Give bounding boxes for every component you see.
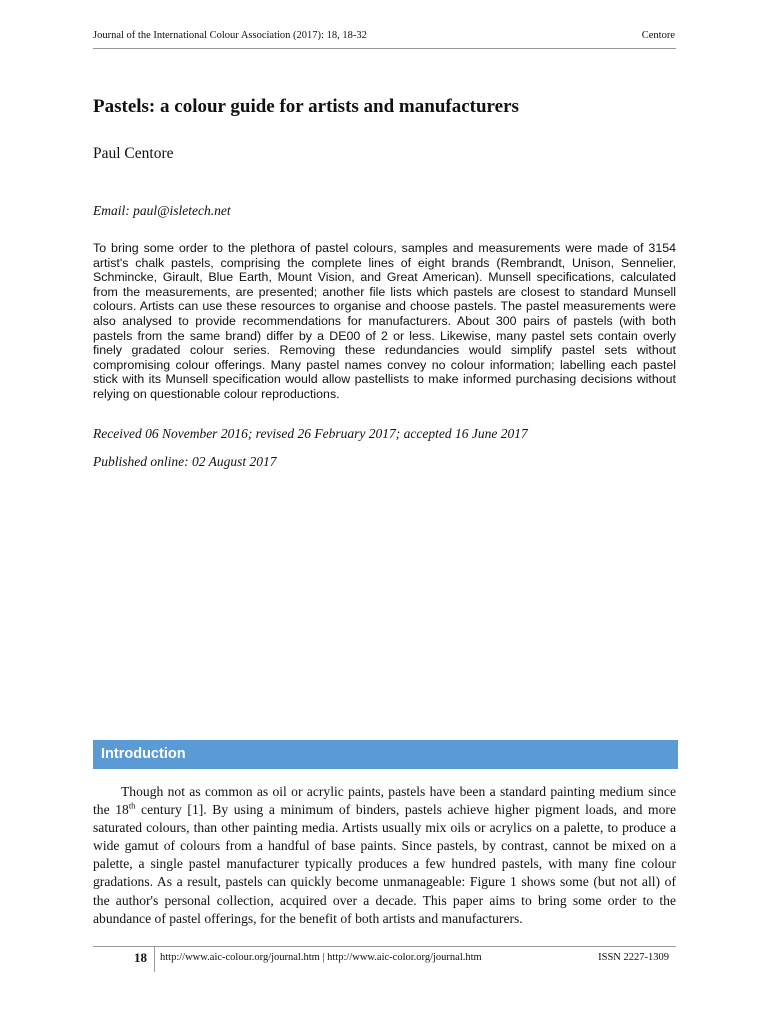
footer-links[interactable]: http://www.aic-colour.org/journal.htm | http://www.aic-color.org/journal.htm — [160, 952, 482, 963]
paragraph-rest: century [1]. By using a minimum of binders, pastels achieve higher pigment loads, and more saturated colours, than other painting media. Artists usually mix oils or acrylics on a palette, to produce a wide gamut of colours from a handful of base paints. Since pastels, by contrast, cannot be mixed on a palette, a single pastel manufacturer typically produces a few hundred pastels, with many fine colour gradations. As a result, pastels can quickly become unmanageable: Figure 1 shows some (but not all) of the author's personal collection, acquired over a decade. This paper aims to bring some order to the abundance of pastel offerings, for the benefit of both artists and manufacturers. — [93, 802, 676, 926]
section-heading-bar — [93, 740, 678, 769]
page-number: 18 — [134, 950, 147, 965]
published-date: Published online: 02 August 2017 — [93, 454, 277, 469]
ordinal-superscript: th — [128, 800, 136, 811]
abstract: To bring some order to the plethora of pastel colours, samples and measurements were made of 3154 artist's chalk pastels, comprising the complete lines of eight brands (Rembrandt, Unison, Sennelier, Schmincke, Girault, Blue Earth, Mount Vision, and Great American). Munsell specifications, calculated from the measurements, are presented; another file lists which pastels are closest to standard Munsell colours. Artists can use these resources to organise and choose pastels. The pastel measurements were also analysed to provide recommendations for manufacturers. About 300 pairs of pastels (with both pastels from the same brand) differ by a DE00 of 2 or less. Likewise, many pastel sets contain overly finely gradated colour series. Removing these redundancies would simplify pastel sets without compromising colour offerings. Many pastel names convey no colour information; labelling each pastel stick with its Munsell specification would allow pastellists to make informed purchasing decisions without relying on questionable colour reproductions. — [93, 241, 676, 401]
paragraph-start: Though not as common as oil or acrylic paints, pastels have been a standard painting medium since the 18 — [93, 784, 676, 818]
author-name: Paul Centore — [93, 145, 174, 162]
running-author: Centore — [641, 30, 675, 41]
footer-vertical-divider — [154, 946, 155, 972]
journal-citation: Journal of the International Colour Association (2017): 18, 18-32 — [93, 30, 367, 41]
introduction-paragraph — [93, 783, 676, 928]
footer-divider — [93, 946, 676, 947]
section-heading-introduction: Introduction — [101, 746, 186, 762]
author-email[interactable]: Email: paul@isletech.net — [93, 203, 231, 218]
paper-title: Pastels: a colour guide for artists and manufacturers — [93, 96, 519, 117]
running-header — [93, 28, 676, 49]
received-dates: Received 06 November 2016; revised 26 February 2017; accepted 16 June 2017 — [93, 426, 528, 441]
issn: ISSN 2227-1309 — [598, 952, 669, 963]
